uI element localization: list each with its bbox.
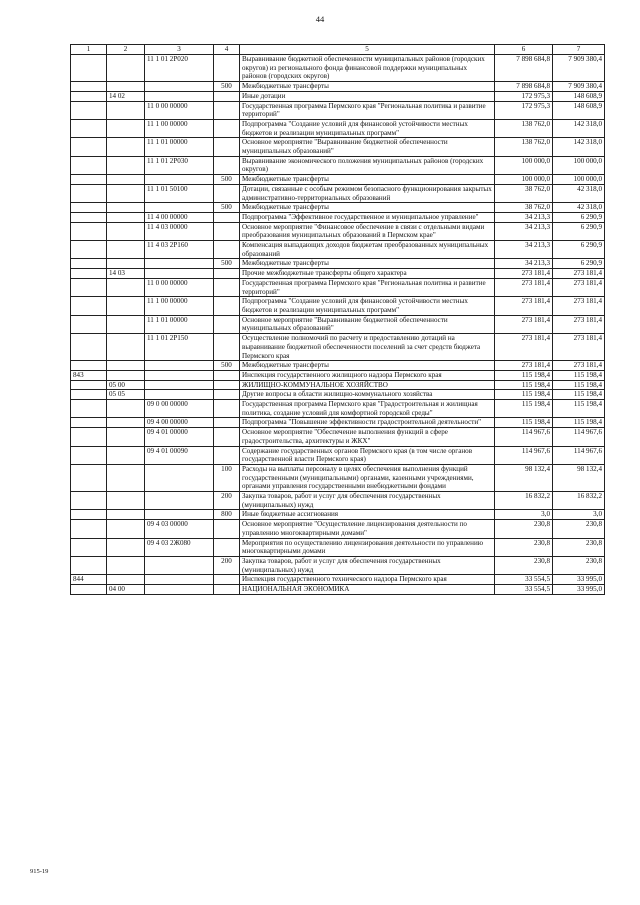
table-row [71,101,605,119]
table-row [71,203,605,213]
amount-2020-cell: 273 181,4 [495,315,553,333]
admin-code-cell [71,520,107,538]
section-code-cell [107,334,145,361]
admin-code-cell [71,156,107,174]
admin-code-cell [71,538,107,556]
section-code-cell: 14 02 [107,91,145,101]
admin-code-cell [71,138,107,156]
admin-code-cell [71,101,107,119]
section-code-cell [107,370,145,380]
description-cell: Подпрограмма "Создание условий для финансовой устойчивости местных бюджетов и реализации муниципальных программ" [240,297,495,315]
target-article-cell [145,203,214,213]
expense-type-cell [214,55,240,82]
description-cell: Государственная программа Пермского края "Региональная политика и развитие территорий" [240,278,495,296]
amount-2020-cell: 33 554,5 [495,575,553,585]
amount-2021-cell: 100 000,0 [553,175,605,185]
expense-type-cell [214,138,240,156]
expense-type-cell [214,585,240,595]
description-cell: Дотации, связанные с особым режимом безопасного функционирования закрытых административно-территориальных образований [240,184,495,202]
amount-2021-cell: 7 909 380,4 [553,82,605,92]
section-code-cell [107,575,145,585]
description-cell: Межбюджетные трансферты [240,175,495,185]
target-article-cell: 11 0 00 00000 [145,101,214,119]
amount-2020-cell: 98 132,4 [495,464,553,491]
table-row [71,259,605,269]
expense-type-cell [214,418,240,428]
amount-2020-cell: 230,8 [495,520,553,538]
amount-2021-cell: 230,8 [553,520,605,538]
amount-2021-cell: 230,8 [553,556,605,574]
description-cell: Межбюджетные трансферты [240,361,495,371]
target-article-cell: 11 1 01 2P030 [145,156,214,174]
table-row [71,315,605,333]
target-article-cell [145,464,214,491]
section-code-cell: 14 03 [107,269,145,279]
section-code-cell [107,241,145,259]
admin-code-cell [71,380,107,390]
expense-type-cell [214,184,240,202]
admin-code-cell [71,119,107,137]
amount-2021-cell: 273 181,4 [553,315,605,333]
expense-type-cell [214,91,240,101]
amount-2020-cell: 38 762,0 [495,203,553,213]
target-article-cell [145,361,214,371]
amount-2021-cell: 42 318,0 [553,203,605,213]
amount-2020-cell: 273 181,4 [495,361,553,371]
amount-2020-cell: 230,8 [495,556,553,574]
table-row [71,585,605,595]
target-article-cell: 11 1 01 00000 [145,138,214,156]
description-cell: НАЦИОНАЛЬНАЯ ЭКОНОМИКА [240,585,495,595]
section-code-cell [107,222,145,240]
amount-2020-cell: 115 198,4 [495,380,553,390]
table-row [71,297,605,315]
admin-code-cell [71,175,107,185]
amount-2021-cell: 98 132,4 [553,464,605,491]
expense-type-cell [214,315,240,333]
admin-code-cell [71,400,107,418]
amount-2020-cell: 273 181,4 [495,334,553,361]
amount-2021-cell: 33 995,0 [553,585,605,595]
description-cell: Прочие межбюджетные трансферты общего характера [240,269,495,279]
target-article-cell: 09 4 01 00090 [145,446,214,464]
amount-2021-cell: 33 995,0 [553,575,605,585]
expense-type-cell: 500 [214,259,240,269]
admin-code-cell: 843 [71,370,107,380]
description-cell: Другие вопросы в области жилищно-коммунального хозяйства [240,390,495,400]
section-code-cell [107,212,145,222]
amount-2021-cell: 6 290,9 [553,212,605,222]
expense-type-cell: 800 [214,510,240,520]
table-row [71,184,605,202]
section-code-cell: 05 05 [107,390,145,400]
target-article-cell: 11 1 01 2P150 [145,334,214,361]
admin-code-cell [71,510,107,520]
admin-code-cell [71,446,107,464]
table-row [71,334,605,361]
table-row [71,538,605,556]
target-article-cell: 09 4 00 00000 [145,418,214,428]
table-row [71,361,605,371]
amount-2020-cell: 34 213,3 [495,222,553,240]
column-header: 7 [553,45,605,55]
expense-type-cell: 100 [214,464,240,491]
section-code-cell [107,400,145,418]
section-code-cell [107,138,145,156]
table-row [71,464,605,491]
admin-code-cell [71,585,107,595]
table-row [71,510,605,520]
amount-2021-cell: 6 290,9 [553,222,605,240]
expense-type-cell [214,222,240,240]
amount-2021-cell: 114 967,6 [553,428,605,446]
expense-type-cell [214,156,240,174]
description-cell: Расходы на выплаты персоналу в целях обеспечения выполнения функций государственными (муниципальными) органами, казенными учреждениями, органами управления государственными внебюджетными фондами [240,464,495,491]
target-article-cell [145,390,214,400]
column-header: 6 [495,45,553,55]
section-code-cell [107,538,145,556]
amount-2020-cell: 100 000,0 [495,156,553,174]
section-code-cell [107,446,145,464]
amount-2021-cell: 142 318,0 [553,119,605,137]
description-cell: Основное мероприятие "Выравнивание бюджетной обеспеченности муниципальных образований" [240,315,495,333]
amount-2020-cell: 230,8 [495,538,553,556]
expense-type-cell [214,520,240,538]
admin-code-cell [71,556,107,574]
target-article-cell: 09 4 01 00000 [145,428,214,446]
amount-2020-cell: 114 967,6 [495,446,553,464]
amount-2020-cell: 33 554,5 [495,585,553,595]
description-cell: Межбюджетные трансферты [240,82,495,92]
section-code-cell [107,55,145,82]
table-row [71,370,605,380]
admin-code-cell [71,241,107,259]
amount-2020-cell: 16 832,2 [495,492,553,510]
amount-2021-cell: 114 967,6 [553,446,605,464]
amount-2021-cell: 273 181,4 [553,269,605,279]
amount-2020-cell: 100 000,0 [495,175,553,185]
expense-type-cell [214,241,240,259]
target-article-cell: 09 4 03 2Ж080 [145,538,214,556]
section-code-cell [107,297,145,315]
amount-2020-cell: 115 198,4 [495,418,553,428]
description-cell: Содержание государственных органов Пермского края (в том числе органов государственной власти Пермского края) [240,446,495,464]
description-cell: Межбюджетные трансферты [240,203,495,213]
description-cell: Инспекция государственного жилищного надзора Пермского края [240,370,495,380]
admin-code-cell [71,203,107,213]
amount-2020-cell: 7 898 684,8 [495,82,553,92]
section-code-cell [107,175,145,185]
table-row [71,446,605,464]
amount-2021-cell: 6 290,9 [553,259,605,269]
amount-2021-cell: 273 181,4 [553,361,605,371]
section-code-cell [107,428,145,446]
target-article-cell [145,575,214,585]
amount-2021-cell: 148 608,9 [553,101,605,119]
section-code-cell [107,520,145,538]
amount-2020-cell: 115 198,4 [495,390,553,400]
amount-2020-cell: 34 213,3 [495,241,553,259]
target-article-cell [145,556,214,574]
target-article-cell: 11 1 00 00000 [145,119,214,137]
description-cell: Компенсация выпадающих доходов бюджетам преобразованных муниципальных образований [240,241,495,259]
section-code-cell [107,82,145,92]
amount-2021-cell: 3,0 [553,510,605,520]
amount-2020-cell: 273 181,4 [495,297,553,315]
description-cell: Основное мероприятие "Выравнивание бюджетной обеспеченности муниципальных образований" [240,138,495,156]
amount-2021-cell: 115 198,4 [553,390,605,400]
amount-2021-cell: 7 909 380,4 [553,55,605,82]
admin-code-cell [71,390,107,400]
description-cell: Основное мероприятие "Обеспечение выполнения функций в сфере градостроительства, архитектуры и ЖКХ" [240,428,495,446]
table-row [71,520,605,538]
column-header: 3 [145,45,214,55]
amount-2021-cell: 230,8 [553,538,605,556]
table-row [71,556,605,574]
expense-type-cell: 500 [214,175,240,185]
expense-type-cell [214,428,240,446]
description-cell: Подпрограмма "Повышение эффективности градостроительной деятельности" [240,418,495,428]
expense-type-cell [214,278,240,296]
table-row [71,390,605,400]
admin-code-cell [71,334,107,361]
amount-2020-cell: 172 975,3 [495,101,553,119]
admin-code-cell [71,464,107,491]
expense-type-cell [214,212,240,222]
document-code: 915-19 [30,868,49,875]
description-cell: Государственная программа Пермского края "Градостроительная и жилищная политика, создание условий для комфортной городской среды" [240,400,495,418]
table-header-row [71,45,605,55]
expense-type-cell [214,390,240,400]
description-cell: Подпрограмма "Создание условий для финансовой устойчивости местных бюджетов и реализации муниципальных программ" [240,119,495,137]
table-row [71,138,605,156]
section-code-cell [107,278,145,296]
target-article-cell [145,510,214,520]
table-row [71,492,605,510]
target-article-cell [145,585,214,595]
table-row [71,278,605,296]
table-row [71,82,605,92]
target-article-cell: 11 4 00 00000 [145,212,214,222]
amount-2020-cell: 115 198,4 [495,370,553,380]
description-cell: Иные дотации [240,91,495,101]
description-cell: Мероприятия по осуществлению лицензирования деятельности по управлению многоквартирными домами [240,538,495,556]
target-article-cell: 09 0 00 00000 [145,400,214,418]
target-article-cell [145,492,214,510]
expense-type-cell [214,370,240,380]
amount-2021-cell: 115 198,4 [553,380,605,390]
expense-type-cell [214,446,240,464]
target-article-cell [145,380,214,390]
section-code-cell [107,418,145,428]
column-header: 4 [214,45,240,55]
amount-2021-cell: 16 832,2 [553,492,605,510]
admin-code-cell [71,492,107,510]
amount-2020-cell: 273 181,4 [495,269,553,279]
description-cell: ЖИЛИЩНО-КОММУНАЛЬНОЕ ХОЗЯЙСТВО [240,380,495,390]
table-row [71,55,605,82]
description-cell: Основное мероприятие "Финансовое обеспечение в связи с отдельными видами преобразования муниципальных образований в Пермском крае" [240,222,495,240]
amount-2020-cell: 38 762,0 [495,184,553,202]
target-article-cell [145,269,214,279]
amount-2021-cell: 273 181,4 [553,297,605,315]
amount-2020-cell: 115 198,4 [495,400,553,418]
target-article-cell: 11 0 00 00000 [145,278,214,296]
amount-2020-cell: 34 213,3 [495,212,553,222]
description-cell: Межбюджетные трансферты [240,259,495,269]
admin-code-cell [71,184,107,202]
page-number: 44 [315,14,325,24]
admin-code-cell [71,222,107,240]
target-article-cell [145,82,214,92]
amount-2021-cell: 142 318,0 [553,138,605,156]
admin-code-cell [71,91,107,101]
section-code-cell [107,259,145,269]
admin-code-cell [71,297,107,315]
description-cell: Иные бюджетные ассигнования [240,510,495,520]
table-body [71,55,605,595]
column-header: 2 [107,45,145,55]
target-article-cell [145,370,214,380]
admin-code-cell [71,259,107,269]
amount-2020-cell: 138 762,0 [495,119,553,137]
table-row [71,575,605,585]
amount-2020-cell: 273 181,4 [495,278,553,296]
amount-2021-cell: 6 290,9 [553,241,605,259]
expense-type-cell [214,400,240,418]
table-row [71,380,605,390]
admin-code-cell [71,361,107,371]
amount-2021-cell: 42 318,0 [553,184,605,202]
admin-code-cell [71,55,107,82]
admin-code-cell [71,428,107,446]
target-article-cell: 11 1 00 00000 [145,297,214,315]
table-row [71,119,605,137]
section-code-cell: 04 00 [107,585,145,595]
expense-type-cell [214,575,240,585]
target-article-cell: 11 1 01 50100 [145,184,214,202]
table-row [71,428,605,446]
admin-code-cell [71,269,107,279]
expense-type-cell: 500 [214,361,240,371]
target-article-cell [145,259,214,269]
expense-type-cell [214,101,240,119]
section-code-cell [107,556,145,574]
target-article-cell [145,91,214,101]
expense-type-cell: 500 [214,82,240,92]
amount-2020-cell: 172 975,3 [495,91,553,101]
amount-2020-cell: 3,0 [495,510,553,520]
description-cell: Государственная программа Пермского края "Региональная политика и развитие территорий" [240,101,495,119]
table-row [71,175,605,185]
amount-2021-cell: 273 181,4 [553,334,605,361]
expense-type-cell: 500 [214,203,240,213]
description-cell: Выравнивание бюджетной обеспеченности муниципальных районов (городских округов) из регионального фонда финансовой поддержки муниципальных районов (городских округов) [240,55,495,82]
table-row [71,400,605,418]
expense-type-cell [214,269,240,279]
target-article-cell: 11 4 03 2P160 [145,241,214,259]
column-header: 5 [240,45,495,55]
expense-type-cell [214,380,240,390]
section-code-cell [107,119,145,137]
target-article-cell [145,175,214,185]
amount-2021-cell: 273 181,4 [553,278,605,296]
target-article-cell: 11 4 03 00000 [145,222,214,240]
amount-2021-cell: 148 608,9 [553,91,605,101]
description-cell: Осуществление полномочий по расчету и предоставлению дотаций на выравнивание бюджетной обеспеченности поселений за счет средств бюджета Пермского края [240,334,495,361]
admin-code-cell [71,315,107,333]
section-code-cell [107,156,145,174]
admin-code-cell [71,82,107,92]
admin-code-cell [71,418,107,428]
expense-type-cell [214,334,240,361]
expense-type-cell: 200 [214,492,240,510]
amount-2020-cell: 34 213,3 [495,259,553,269]
section-code-cell [107,315,145,333]
budget-table [70,44,605,595]
description-cell: Закупка товаров, работ и услуг для обеспечения государственных (муниципальных) нужд [240,556,495,574]
admin-code-cell: 844 [71,575,107,585]
section-code-cell [107,184,145,202]
table-row [71,156,605,174]
description-cell: Выравнивание экономического положения муниципальных районов (городских округов) [240,156,495,174]
section-code-cell [107,492,145,510]
table-row [71,269,605,279]
description-cell: Подпрограмма "Эффективное государственное и муниципальное управление" [240,212,495,222]
description-cell: Основное мероприятие "Осуществление лицензирования деятельности по управлению многоквартирными домами" [240,520,495,538]
expense-type-cell [214,297,240,315]
amount-2021-cell: 115 198,4 [553,370,605,380]
target-article-cell: 11 1 01 00000 [145,315,214,333]
section-code-cell [107,203,145,213]
amount-2020-cell: 138 762,0 [495,138,553,156]
target-article-cell: 09 4 03 00000 [145,520,214,538]
admin-code-cell [71,278,107,296]
expense-type-cell: 200 [214,556,240,574]
section-code-cell: 05 00 [107,380,145,390]
amount-2021-cell: 100 000,0 [553,156,605,174]
table-row [71,91,605,101]
amount-2020-cell: 114 967,6 [495,428,553,446]
section-code-cell [107,510,145,520]
section-code-cell [107,464,145,491]
admin-code-cell [71,212,107,222]
amount-2021-cell: 115 198,4 [553,418,605,428]
amount-2020-cell: 7 898 684,8 [495,55,553,82]
amount-2021-cell: 115 198,4 [553,400,605,418]
column-header: 1 [71,45,107,55]
table-row [71,418,605,428]
table-row [71,212,605,222]
target-article-cell: 11 1 01 2P020 [145,55,214,82]
expense-type-cell [214,119,240,137]
table-row [71,241,605,259]
section-code-cell [107,361,145,371]
description-cell: Инспекция государственного технического надзора Пермского края [240,575,495,585]
expense-type-cell [214,538,240,556]
table-row [71,222,605,240]
section-code-cell [107,101,145,119]
description-cell: Закупка товаров, работ и услуг для обеспечения государственных (муниципальных) нужд [240,492,495,510]
